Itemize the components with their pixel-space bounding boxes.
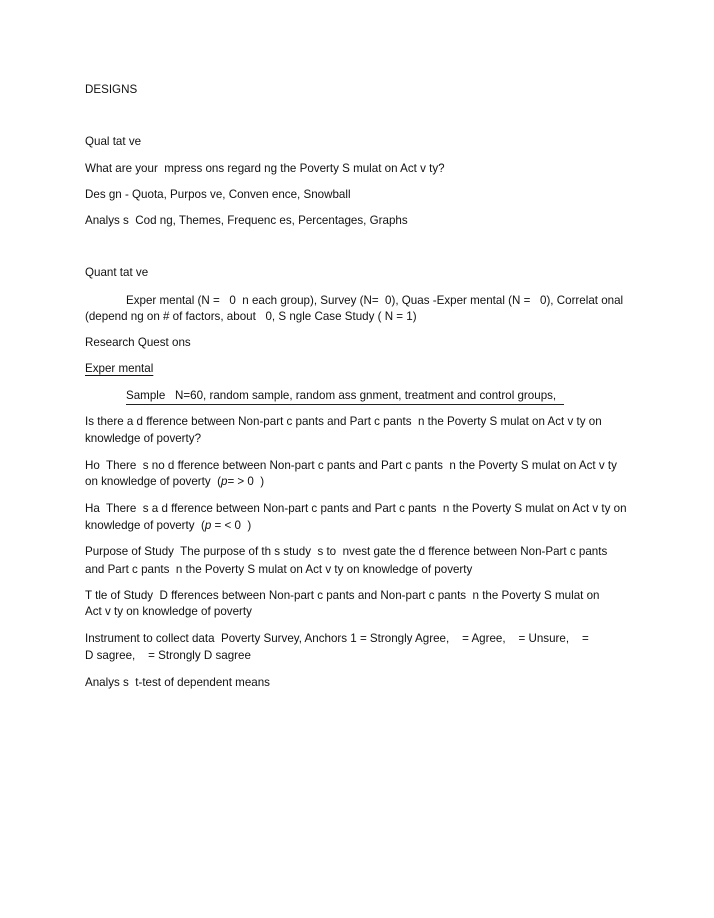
qualitative-analysis: Analys s Cod ng, Themes, Frequenc es, Percentages, Graphs: [85, 214, 408, 227]
experimental-title: Exper mental: [85, 362, 154, 375]
instrument-line2: D sagree, = Strongly D sagree: [85, 649, 251, 662]
purpose-line2: and Part c pants n the Poverty S mulat on Act v ty on knowledge of poverty: [85, 563, 473, 576]
purpose-line1: Purpose of Study The purpose of th s study s to nvest gate the d fference between Non-Part c pants: [85, 545, 608, 558]
analysis-line: Analys s t-test of dependent means: [85, 676, 270, 689]
title-of-study-line1: T tle of Study D fferences between Non-part c pants and Non-part c pants n the Poverty S mulat on: [85, 589, 600, 602]
question-line1: Is there a d fference between Non-part c pants and Part c pants n the Poverty S mulat on Act v ty on: [85, 415, 602, 428]
quantitative-title: Quant tat ve: [85, 266, 149, 279]
alt-hypothesis-line1: Ha There s a d fference between Non-part c pants and Part c pants n the Poverty S mulat on Act v ty on: [85, 502, 627, 515]
research-questions-title: Research Quest ons: [85, 336, 191, 349]
sample-line: Sample N=60, random sample, random ass gnment, treatment and control groups,: [126, 389, 557, 402]
question-line2: knowledge of poverty?: [85, 432, 202, 445]
qualitative-design: Des gn - Quota, Purpos ve, Conven ence, Snowball: [85, 188, 351, 201]
quantitative-designs-line2: (depend ng on # of factors, about 0, S ngle Case Study ( N = 1): [85, 310, 417, 323]
quantitative-designs-line1: Exper mental (N = 0 n each group), Survey (N= 0), Quas -Exper mental (N = 0), Correlat onal: [126, 294, 624, 307]
sample-underline: [126, 404, 564, 405]
title-of-study-line2: Act v ty on knowledge of poverty: [85, 605, 252, 618]
null-hypothesis-line2: on knowledge of poverty (p= > 0 ): [85, 475, 265, 488]
null-hypothesis-line1: Ho There s no d fference between Non-part c pants and Part c pants n the Poverty S mulat on Act v ty: [85, 459, 617, 472]
qualitative-question: What are your mpress ons regard ng the Poverty S mulat on Act v ty?: [85, 162, 445, 175]
qualitative-title: Qual tat ve: [85, 135, 142, 148]
instrument-line1: Instrument to collect data Poverty Survey, Anchors 1 = Strongly Agree, = Agree, = Unsure, =: [85, 632, 589, 645]
alt-hypothesis-line2: knowledge of poverty (p = < 0 ): [85, 519, 252, 532]
heading-designs: DESIGNS: [85, 83, 138, 96]
